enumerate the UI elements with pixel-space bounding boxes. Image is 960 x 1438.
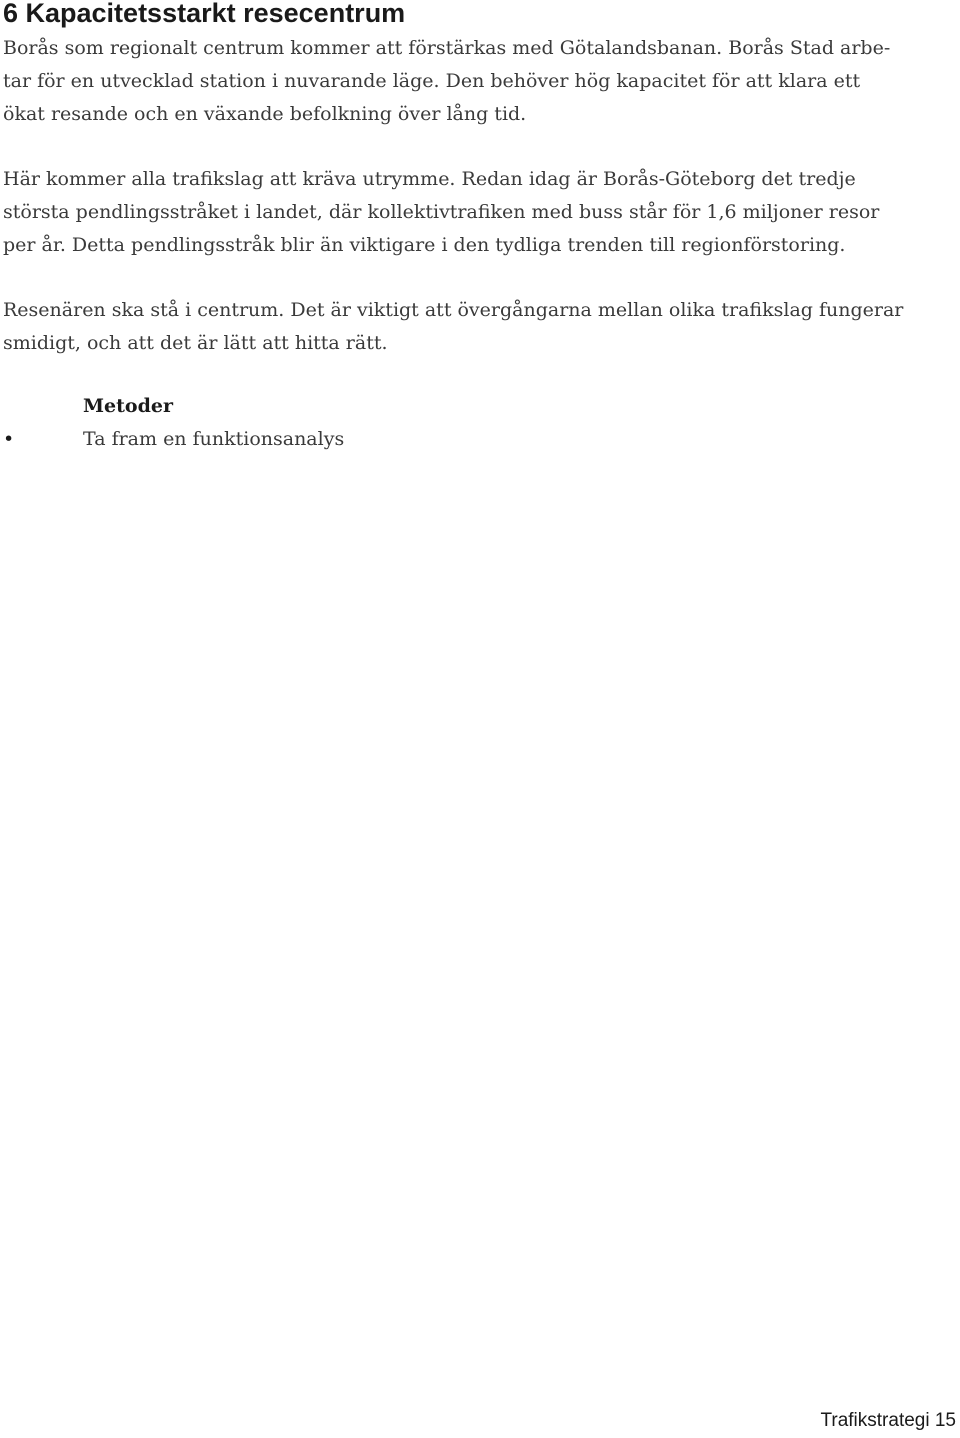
paragraph-line: per år. Detta pendlingsstråk blir än viktigare i den tydliga trenden till regionförstoring. bbox=[3, 234, 846, 256]
section-heading: 6 Kapacitetsstarkt resecentrum bbox=[3, 0, 406, 28]
paragraph-commuting-corridor bbox=[3, 163, 959, 262]
paragraph-station-capacity bbox=[3, 32, 959, 131]
page-footer-label: Trafikstrategi 15 bbox=[820, 1410, 956, 1431]
paragraph-traveller-focus bbox=[3, 294, 959, 360]
methods-list bbox=[0, 423, 344, 456]
paragraph-line: tar för en utvecklad station i nuvarande läge. Den behöver hög kapacitet för att klara ett bbox=[3, 70, 861, 92]
paragraph-line: ökat resande och en växande befolkning över lång tid. bbox=[3, 103, 527, 125]
paragraph-line: största pendlingsstråket i landet, där kollektivtrafiken med buss står för 1,6 miljoner resor bbox=[3, 201, 880, 223]
paragraph-line: Borås som regionalt centrum kommer att förstärkas med Götalandsbanan. Borås Stad arbe- bbox=[3, 37, 891, 59]
paragraph-line: smidigt, och att det är lätt att hitta rätt. bbox=[3, 332, 388, 354]
methods-heading: Metoder bbox=[83, 395, 173, 417]
methods-item-text: Ta fram en funktionsanalys bbox=[83, 428, 345, 450]
methods-list-item bbox=[0, 423, 344, 456]
paragraph-line: Resenären ska stå i centrum. Det är viktigt att övergångarna mellan olika trafikslag fungerar bbox=[3, 299, 904, 321]
paragraph-line: Här kommer alla trafikslag att kräva utrymme. Redan idag är Borås-Göteborg det tredje bbox=[3, 168, 856, 190]
bullet-icon: • bbox=[3, 428, 15, 450]
